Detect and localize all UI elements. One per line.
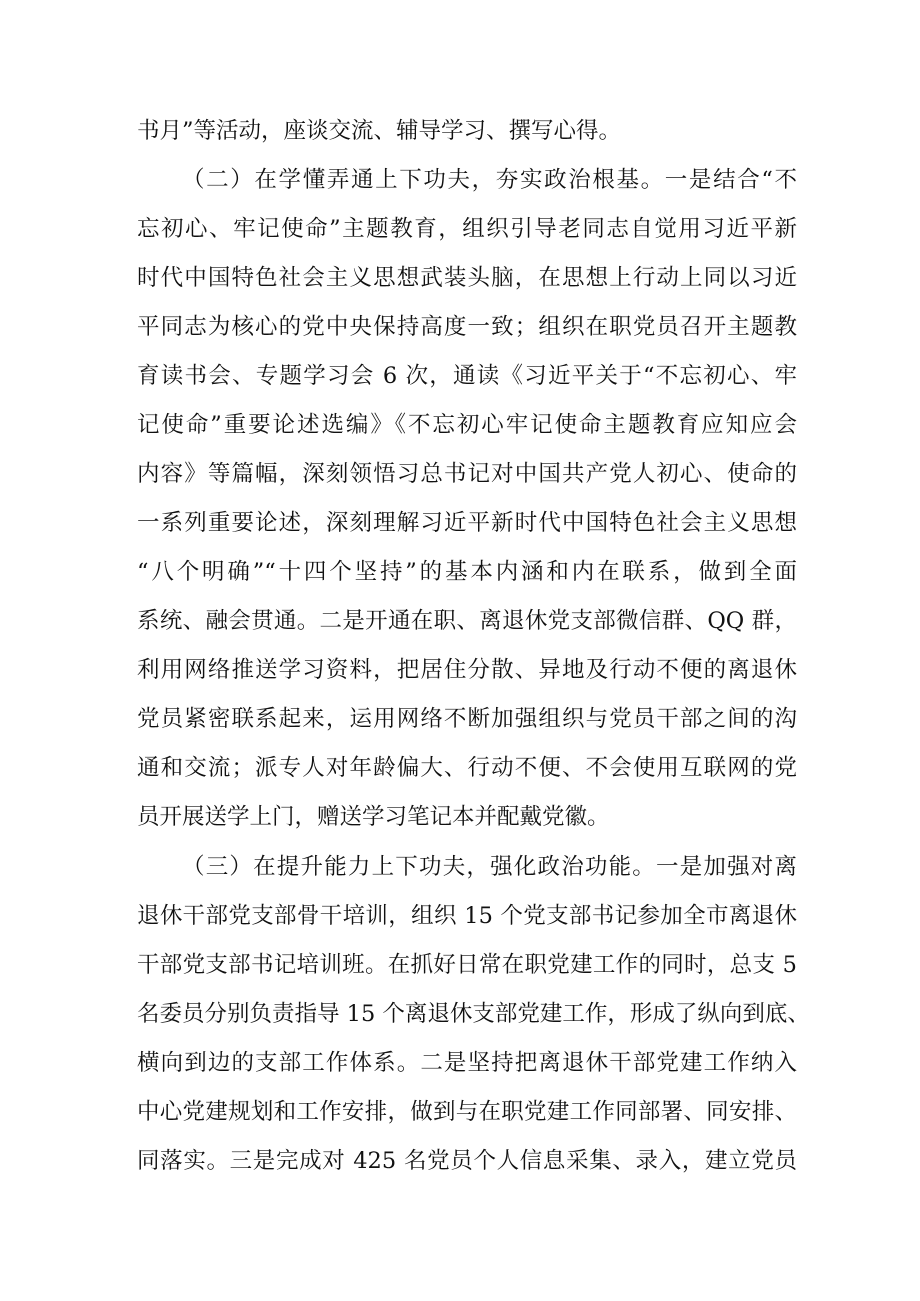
text-line: 党员紧密联系起来，运用网络不断加强组织与党员干部之间的沟 <box>137 706 797 732</box>
text-line: 中心党建规划和工作安排，做到与在职党建工作同部署、同安排、 <box>137 1099 797 1125</box>
text-line: 系统、融会贯通。二是开通在职、离退休党支部微信群、QQ 群， <box>137 608 797 634</box>
text-line: 平同志为核心的党中央保持高度一致；组织在职党员召开主题教 <box>137 314 797 340</box>
text-line: 内容》等篇幅，深刻领悟习总书记对中国共产党人初心、使命的 <box>137 461 797 487</box>
text-line: 员开展送学上门，赠送学习笔记本并配戴党徽。 <box>137 804 610 830</box>
text-line: 退休干部党支部骨干培训，组织 15 个党支部书记参加全市离退休 <box>137 903 797 929</box>
text-line: 记使命”重要论述选编》《不忘初心牢记使命主题教育应知应会 <box>137 412 797 438</box>
text-line: 通和交流；派专人对年龄偏大、行动不便、不会使用互联网的党 <box>137 755 797 781</box>
text-line: 名委员分别负责指导 15 个离退休支部党建工作，形成了纵向到底、 <box>137 1001 810 1027</box>
text-line: 同落实。三是完成对 425 名党员个人信息采集、录入，建立党员 <box>137 1148 797 1174</box>
text-line: 干部党支部书记培训班。在抓好日常在职党建工作的同时，总支 5 <box>137 952 797 978</box>
paragraph-heading-line: （三）在提升能力上下功夫，强化政治功能。一是加强对离 <box>182 854 797 880</box>
text-line: 横向到边的支部工作体系。二是坚持把离退休干部党建工作纳入 <box>137 1050 797 1076</box>
text-line: 书月”等活动，座谈交流、辅导学习、撰写心得。 <box>137 118 622 144</box>
text-line: “八个明确”“十四个坚持”的基本内涵和内在联系，做到全面 <box>137 559 797 585</box>
text-line: 利用网络推送学习资料，把居住分散、异地及行动不便的离退休 <box>137 657 797 683</box>
text-line: 育读书会、专题学习会 6 次，通读《习近平关于“不忘初心、牢 <box>137 363 797 389</box>
paragraph-heading-line: （二）在学懂弄通上下功夫，夯实政治根基。一是结合“不 <box>182 167 797 193</box>
text-line: 忘初心、牢记使命”主题教育，组织引导老同志自觉用习近平新 <box>137 216 797 242</box>
text-line: 一系列重要论述，深刻理解习近平新时代中国特色社会主义思想 <box>137 510 797 536</box>
text-line: 时代中国特色社会主义思想武装头脑，在思想上行动上同以习近 <box>137 265 797 291</box>
